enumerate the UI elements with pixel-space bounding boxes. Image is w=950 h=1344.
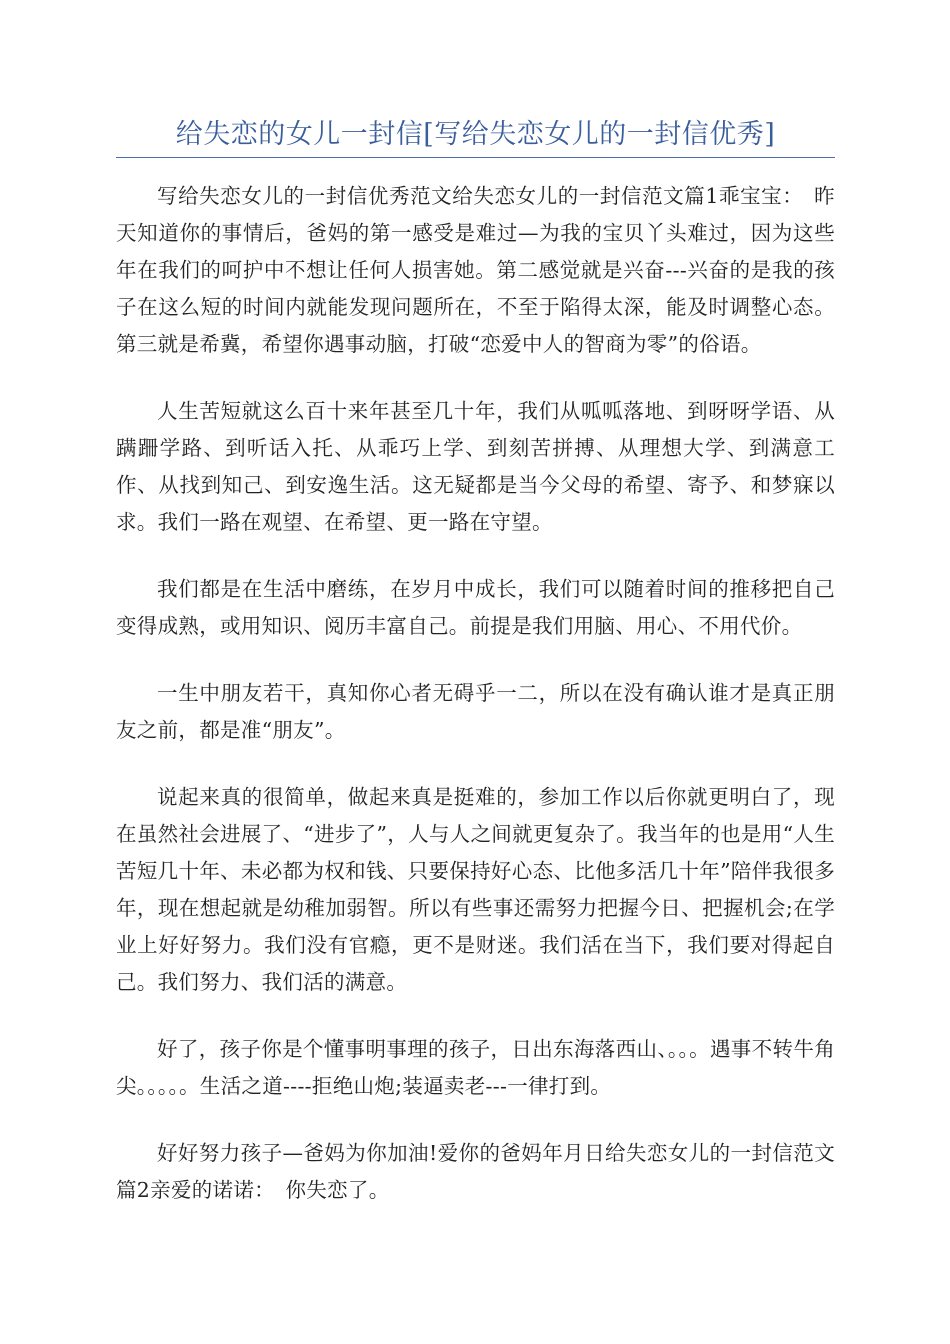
paragraph-5: 说起来真的很简单，做起来真是挺难的，参加工作以后你就更明白了，现在虽然社会进展了、“进步了”，人与人之间就更复杂了。我当年的也是用“人生苦短几十年、未必都为权和钱、只要保持好心态、比他多活几十年”陪伴我很多年，现在想起就是幼稚加弱智。所以有些事还需努力把握今日、把握机会;在学业上好好努力。我们没有官瘾，更不是财迷。我们活在当下，我们要对得起自己。我们努力、我们活的满意。: [116, 785, 835, 994]
paragraph-4: 一生中朋友若干，真知你心者无碍乎一二，所以在没有确认谁才是真正朋友之前，都是准“朋友”。: [116, 681, 835, 742]
page-title: 给失恋的女儿一封信[写给失恋女儿的一封信优秀]: [175, 119, 776, 150]
paragraph-1: 写给失恋女儿的一封信优秀范文给失恋女儿的一封信范文篇1乖宝宝： 昨天知道你的事情后，爸妈的第一感受是难过—为我的宝贝丫头难过，因为这些年在我们的呵护中不想让任何人损害她。第二感觉就是兴奋---兴奋的是我的孩子在这么短的时间内就能发现问题所在，不至于陷得太深，能及时调整心态。第三就是希冀，希望你遇事动脑，打破“恋爱中人的智商为零”的俗语。: [116, 184, 835, 356]
paragraph-6: 好了，孩子你是个懂事明事理的孩子，日出东海落西山、。。。遇事不转牛角尖。。。。。生活之道----拒绝山炮;装逼卖老---一律打到。: [116, 1037, 835, 1098]
paragraph-2: 人生苦短就这么百十来年甚至几十年，我们从呱呱落地、到呀呀学语、从蹒跚学路、到听话入托、从乖巧上学、到刻苦拼搏、从理想大学、到满意工作、从找到知己、到安逸生活。这无疑都是当今父母的希望、寄予、和梦寐以求。我们一路在观望、在希望、更一路在守望。: [116, 399, 835, 534]
title-block: [116, 112, 835, 158]
paragraph-7: 好好努力孩子—爸妈为你加油!爱你的爸妈年月日给失恋女儿的一封信范文篇2亲爱的诺诺： 你失恋了。: [116, 1141, 835, 1202]
paragraph-3: 我们都是在生活中磨练，在岁月中成长，我们可以随着时间的推移把自己变得成熟，或用知识、阅历丰富自己。前提是我们用脑、用心、不用代价。: [116, 577, 835, 638]
document-body: [116, 178, 835, 1239]
